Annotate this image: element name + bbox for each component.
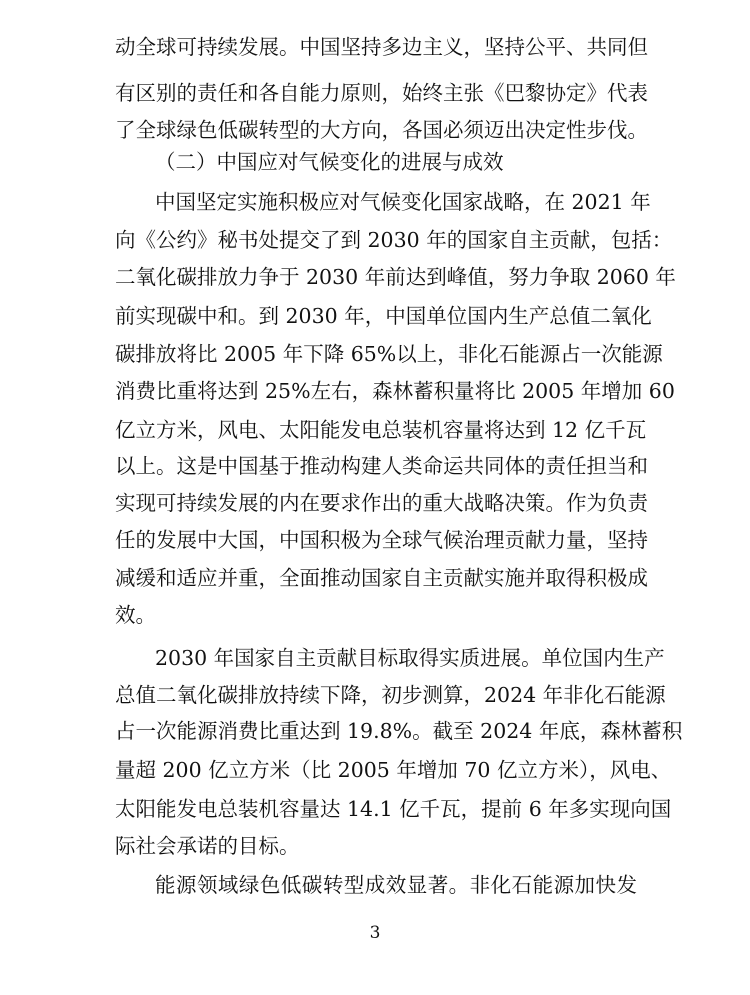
text-line: 碳排放将比 2005 年下降 65%以上，非化石能源占一次能源 bbox=[115, 342, 663, 366]
text-line: 2030 年国家自主贡献目标取得实质进展。单位国内生产 bbox=[155, 646, 665, 670]
text-line: 动全球可持续发展。中国坚持多边主义，坚持公平、共同但 bbox=[115, 35, 648, 59]
page-number: 3 bbox=[369, 923, 381, 943]
text-line: 以上。这是中国基于推动构建人类命运共同体的责任担当和 bbox=[115, 454, 648, 478]
text-line: 消费比重将达到 25%左右，森林蓄积量将比 2005 年增加 60 bbox=[115, 379, 675, 403]
text-line: 量超 200 亿立方米（比 2005 年增加 70 亿立方米），风电、 bbox=[115, 758, 672, 782]
text-line: 太阳能发电总装机容量达 14.1 亿千瓦，提前 6 年多实现向国 bbox=[115, 797, 672, 821]
text-line: 任的发展中大国，中国积极为全球气候治理贡献力量，坚持 bbox=[115, 528, 648, 552]
text-line: 实现可持续发展的内在要求作出的重大战略决策。作为负责 bbox=[115, 491, 648, 515]
text-line: 减缓和适应并重，全面推动国家自主贡献实施并取得积极成 bbox=[115, 566, 648, 590]
section-heading: （二）中国应对气候变化的进展与成效 bbox=[155, 150, 504, 174]
text-line: 二氧化碳排放力争于 2030 年前达到峰值，努力争取 2060 年 bbox=[115, 265, 676, 289]
text-line: 占一次能源消费比重达到 19.8%。截至 2024 年底，森林蓄积 bbox=[115, 719, 683, 743]
text-line: 中国坚定实施积极应对气候变化国家战略，在 2021 年 bbox=[155, 190, 651, 214]
text-line: 向《公约》秘书处提交了到 2030 年的国家自主贡献，包括： bbox=[115, 228, 673, 252]
text-line: 际社会承诺的目标。 bbox=[115, 834, 300, 858]
text-line: 总值二氧化碳排放持续下降，初步测算，2024 年非化石能源 bbox=[115, 683, 666, 707]
text-line: 能源领域绿色低碳转型成效显著。非化石能源加快发 bbox=[155, 873, 637, 897]
text-line: 前实现碳中和。到 2030 年，中国单位国内生产总值二氧化 bbox=[115, 304, 652, 328]
text-line: 效。 bbox=[115, 603, 156, 627]
text-line: 有区别的责任和各自能力原则，始终主张《巴黎协定》代表 bbox=[115, 81, 648, 105]
text-line: 了全球绿色低碳转型的大方向，各国必须迈出决定性步伐。 bbox=[115, 118, 648, 142]
text-line: 亿立方米，风电、太阳能发电总装机容量将达到 12 亿千瓦 bbox=[115, 418, 647, 442]
